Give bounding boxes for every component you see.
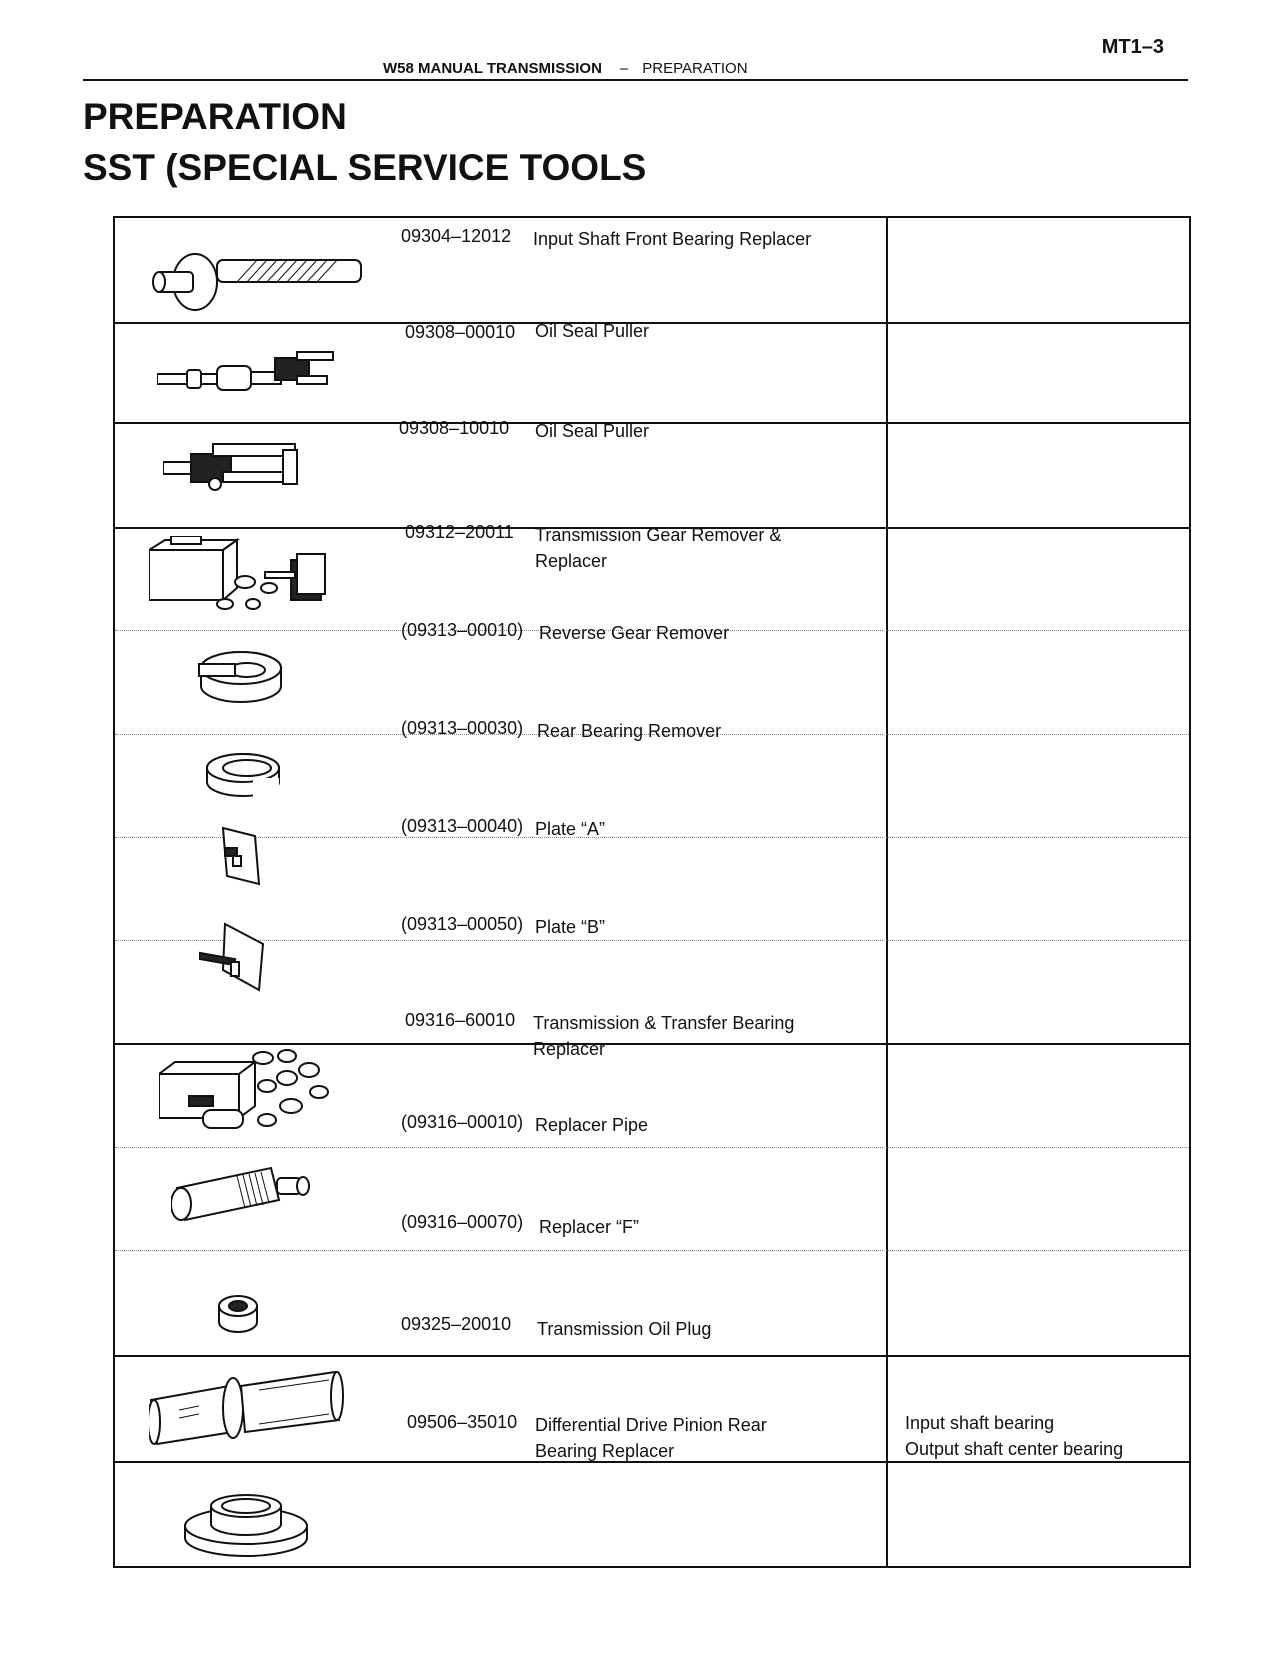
- oil-seal-puller-icon: [163, 442, 303, 492]
- part-number: 09325–20010: [401, 1314, 512, 1334]
- row-rule: [115, 1355, 1189, 1357]
- gear-remover-kit-icon: [149, 536, 329, 612]
- note-line: Output shaft center bearing: [905, 1439, 1124, 1459]
- note-line: Input shaft bearing: [905, 1413, 1055, 1433]
- tool-name: Replacer “F”: [539, 1217, 640, 1237]
- bearing-replacer-shaft-icon: [147, 242, 367, 314]
- page-code: MT1–3: [1101, 36, 1164, 58]
- part-number: (09313–00040): [401, 816, 524, 836]
- split-collar-icon: [191, 646, 291, 706]
- part-number: (09313–00050): [401, 914, 524, 934]
- bearing-replacer-kit-icon: [159, 1048, 339, 1144]
- part-number: (09313–00010): [401, 620, 524, 640]
- row-rule: [115, 1250, 1189, 1251]
- oil-plug-icon: [149, 1370, 349, 1450]
- part-number: 09304–12012: [401, 226, 512, 246]
- row-rule: [115, 940, 1189, 941]
- plate-a-icon: [219, 826, 263, 886]
- tool-name: Oil Seal Puller: [535, 421, 650, 441]
- pinion-bearing-replacer-icon: [181, 1484, 311, 1560]
- open-ring-icon: [193, 738, 293, 802]
- tool-note: [905, 1410, 1123, 1462]
- tool-name: Differential Drive Pinion Rear Bearing Replacer: [535, 1415, 767, 1461]
- part-number: 09506–35010: [407, 1412, 518, 1432]
- tool-name: Transmission Gear Remover & Replacer: [535, 525, 782, 571]
- replacer-pipe-icon: [171, 1166, 321, 1226]
- tool-name: Rear Bearing Remover: [537, 721, 722, 741]
- tool-name: Reverse Gear Remover: [539, 623, 730, 643]
- subsection-title: PREPARATION: [642, 60, 748, 77]
- tool-name: Plate “A”: [535, 819, 606, 839]
- plate-b-icon: [199, 922, 269, 992]
- part-number: (09316–00010): [401, 1112, 524, 1132]
- header-separator: –: [619, 60, 629, 77]
- running-header: [383, 60, 748, 77]
- tool-name: Input Shaft Front Bearing Replacer: [533, 229, 812, 249]
- tool-name: Transmission Oil Plug: [537, 1319, 712, 1339]
- tool-name: Replacer Pipe: [535, 1115, 649, 1135]
- page-title: PREPARATION: [83, 96, 347, 137]
- part-number: 09308–00010: [405, 322, 516, 342]
- tool-name: Plate “B”: [535, 917, 606, 937]
- part-number: (09313–00030): [401, 718, 524, 738]
- column-divider: [886, 218, 888, 1566]
- tool-name: Transmission & Transfer Bearing Replacer: [533, 1013, 795, 1059]
- header-rule: [83, 79, 1188, 81]
- page-subtitle: SST (SPECIAL SERVICE TOOLS: [83, 147, 647, 188]
- tool-name: Oil Seal Puller: [535, 321, 650, 341]
- part-number: 09308–10010: [399, 418, 510, 438]
- part-number: 09316–60010: [405, 1010, 516, 1030]
- replacer-f-icon: [213, 1288, 263, 1338]
- part-number: 09312–20011: [405, 522, 514, 542]
- sst-table: [113, 216, 1191, 1568]
- slide-hammer-puller-icon: [157, 348, 337, 398]
- section-title: W58 MANUAL TRANSMISSION: [383, 60, 602, 77]
- row-rule: [115, 1147, 1189, 1148]
- part-number: (09316–00070): [401, 1212, 524, 1232]
